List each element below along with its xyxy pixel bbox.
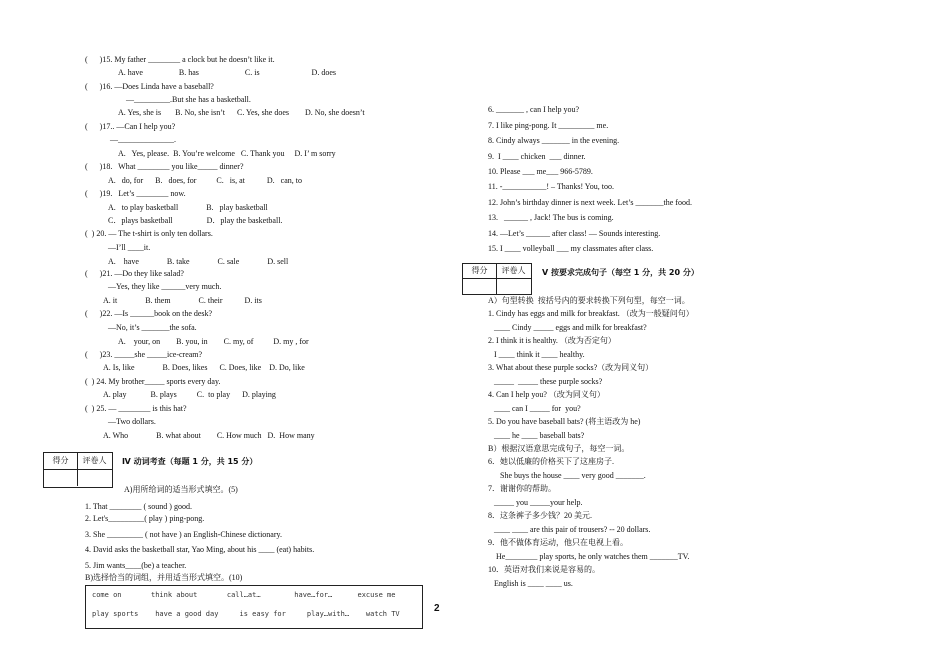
question-16-options: A. Yes, she is B. No, she isn’t C. Yes, she does D. No, she doesn’t [118, 108, 365, 117]
translate-answer-7: _____ you _____your help. [494, 498, 583, 507]
grader-cell [77, 470, 111, 486]
question-25-options: A. Who B. what about C. How much D. How many [103, 431, 315, 440]
phrase-question-6: 6. _______ , can I help you? [488, 105, 580, 114]
phrase-question-10: 10. Please ___ me___ 966-5789. [488, 167, 593, 176]
question-23-stem: ( )23. _____she _____ice-cream? [85, 350, 203, 359]
verb-question-1: 1. That ________ ( sound ) good. [85, 502, 192, 511]
phrase-bank-row-1: come on think about call…at… have…for… excuse me [92, 591, 396, 599]
phrase-bank-row-2: play sports have a good day is easy for play…with… watch TV [92, 610, 400, 618]
section-4-title: Ⅳ 动词考查（每题 1 分，共 15 分） [122, 457, 258, 466]
grader-label: 评卷人 [77, 453, 111, 469]
transform-answer-4: ____ can I _____ for you? [494, 404, 581, 413]
phrase-question-11: 11. -___________! – Thanks! You, too. [488, 182, 615, 191]
verb-question-2: 2. Let's_________( play ) ping-pong. [85, 514, 205, 523]
question-19-stem: ( )19. Let’s ________ now. [85, 189, 186, 198]
question-15-options: A. have B. has C. is D. does [118, 68, 336, 77]
section-5-title: Ⅴ 按要求完成句子（每空 1 分，共 20 分） [542, 268, 699, 277]
question-23-options: A. Is, like B. Does, likes C. Does, like D. Do, like [103, 363, 305, 372]
section-4-part-b-instruction: B)选择恰当的词组，并用适当形式填空。(10) [85, 573, 243, 582]
transform-answer-1: ____ Cindy _____ eggs and milk for breakfast? [494, 323, 647, 332]
question-25-stem: ( ) 25. — ________ is this hat? [85, 404, 187, 413]
translate-question-6: 6．她以低廉的价格买下了这座房子. [488, 457, 614, 466]
page-number: 2 [434, 603, 440, 614]
question-16-prompt: —_________.But she has a basketball. [126, 95, 251, 104]
question-16-stem: ( )16. —Does Linda have a baseball? [85, 82, 214, 91]
section-5-part-b-instruction: B）根据汉语意思完成句子，每空一词。 [488, 444, 630, 453]
translate-question-10: 10．英语对我们来说是容易的。 [488, 565, 600, 574]
question-22-prompt: —No, it’s _______the sofa. [108, 323, 197, 332]
question-22-options: A. your, on B. you, in C. my, of D. my , for [118, 337, 309, 346]
question-17-options: A. Yes, please. B. You’re welcome C. Thank you D. I’ m sorry [118, 149, 336, 158]
section-5-part-a-instruction: A）句型转换 按括号内的要求转换下列句型，每空一词。 [488, 296, 690, 305]
question-21-stem: ( )21. —Do they like salad? [85, 269, 184, 278]
translate-question-8: 8．这条裤子多少钱？20 美元. [488, 511, 592, 520]
score-label: 得分 [52, 456, 69, 465]
question-21-prompt: —Yes, they like ______very much. [108, 282, 222, 291]
question-18-stem: ( )18. What ________ you like_____ dinner? [85, 162, 244, 171]
verb-question-3: 3. She _________ ( not have ) an English-Chinese dictionary. [85, 530, 282, 539]
question-20-prompt: —I’ll ____it. [108, 243, 151, 252]
transform-question-4: 4. Can I help you? （改为同义句） [488, 390, 605, 399]
grader-cell [496, 279, 530, 294]
transform-question-1: 1. Cindy has eggs and milk for breakfast. （改为一般疑问句） [488, 309, 694, 318]
translate-question-9: 9．他不做体育运动，他只在电视上看。 [488, 538, 628, 547]
transform-question-5: 5. Do you have baseball bats? (将主语改为 he) [488, 417, 641, 426]
score-box-section-5 [462, 263, 532, 295]
transform-answer-3: _____ _____ these purple socks? [494, 377, 603, 386]
score-label: 得分 [471, 266, 488, 275]
verb-question-5: 5. Jim wants____(be) a teacher. [85, 561, 187, 570]
phrase-question-14: 14. —Let’s ______ after class! — Sounds interesting. [488, 229, 661, 238]
translate-question-7: 7．谢谢你的帮助。 [488, 484, 556, 493]
translate-answer-9: He________ play sports, he only watches them _______TV. [496, 552, 690, 561]
translate-answer-6: She buys the house ____ very good _______. [500, 471, 646, 480]
phrase-question-9: 9. I ____ chicken ___ dinner. [488, 152, 586, 161]
question-19-options-ab: A. to play basketball B. play basketball [108, 203, 268, 212]
question-20-options: A. have B. take C. sale D. sell [108, 257, 289, 266]
question-25-prompt: —Two dollars. [108, 417, 156, 426]
question-22-stem: ( )22. —Is ______book on the desk? [85, 309, 213, 318]
section-4-part-a-instruction: A)用所给词的适当形式填空。(5) [124, 485, 238, 494]
phrase-question-8: 8. Cindy always _______ in the evening. [488, 136, 620, 145]
phrase-question-7: 7. I like ping-pong. It _________ me. [488, 121, 609, 130]
question-17-prompt: —______________. [110, 135, 176, 144]
transform-answer-5: ____ he ____ baseball bats? [494, 431, 585, 440]
score-cell [44, 470, 77, 486]
transform-question-2: 2. I think it is healthy. （改为否定句） [488, 336, 616, 345]
phrase-question-13: 13. ______ , Jack! The bus is coming. [488, 213, 614, 222]
phrase-question-12: 12. John’s birthday dinner is next week. Let’s _______the food. [488, 198, 692, 207]
score-box-section-4 [43, 452, 113, 488]
question-15-stem: ( )15. My father ________ a clock but he doesn’t like it. [85, 55, 275, 64]
question-21-options: A. it B. them C. their D. its [103, 296, 262, 305]
question-24-options: A. play B. plays C. to play D. playing [103, 390, 276, 399]
question-19-options-cd: C．plays basketball D．play the basketball. [108, 216, 283, 225]
transform-answer-2: I ____ think it ____ healthy. [494, 350, 585, 359]
translate-answer-8: ____ ____ are this pair of trousers? -- 20 dollars. [494, 525, 651, 534]
question-17-stem: ( )17.. —Can I help you? [85, 122, 176, 131]
translate-answer-10: English is ____ ____ us. [494, 579, 573, 588]
question-20-stem: ( ) 20. — The t-shirt is only ten dollars. [85, 229, 213, 238]
phrase-question-15: 15. I ____ volleyball ___ my classmates after class. [488, 244, 654, 253]
transform-question-3: 3. What about these purple socks?（改为同义句） [488, 363, 654, 372]
question-24-stem: ( ) 24. My brother_____ sports every day. [85, 377, 221, 386]
score-cell [463, 279, 496, 294]
question-18-options: A. do, for B. does, for C. is, at D. can, to [108, 176, 302, 185]
verb-question-4: 4. David asks the basketball star, Yao Ming, about his ____ (eat) habits. [85, 545, 315, 554]
grader-label: 评卷人 [496, 264, 530, 278]
